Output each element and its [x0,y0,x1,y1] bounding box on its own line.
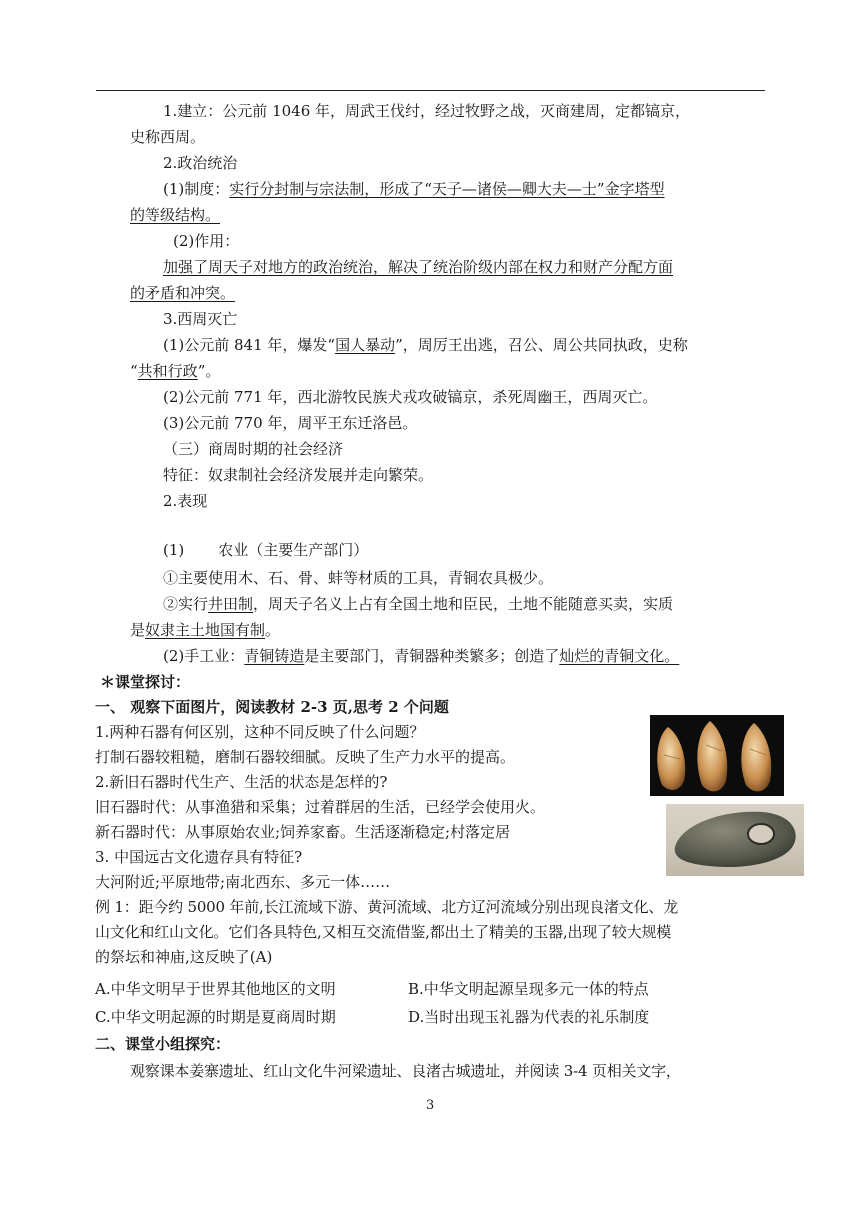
text-line: 特征：奴隶制社会经济发展并走向繁荣。 [163,466,434,484]
example-text: 的祭坛和神庙,这反映了(A) [95,948,273,966]
section-heading: 2.政治统治 [163,154,238,172]
text-span: (1)制度： [163,180,230,198]
text-line: (2)公元前 771 年，西北游牧民族犬戎攻破镐京，杀死周幽王，西周灭亡。 [163,388,658,406]
text-span: (2)手工业： [163,647,245,665]
answer-text: 旧石器时代：从事渔猎和采集；过着群居的生活，已经学会使用火。 [95,798,546,816]
text-line [130,202,220,228]
text-line: ①主要使用木、石、骨、蚌等材质的工具，青铜农具极少。 [163,569,554,587]
example-text: 山文化和红山文化。它们各具特色,又相互交流借鉴,都出土了精美的玉器,出现了较大规模 [95,923,672,941]
choice-a: A.中华文明早于世界其他地区的文明 [95,980,336,998]
section-heading: 3.西周灭亡 [163,310,238,328]
question-text: 2.新旧石器时代生产、生活的状态是怎样的? [95,773,388,791]
underlined-text: 灿烂的青铜文化。 [559,647,680,665]
answer-text: 大河附近;平原地带;南北西东、多元一体…… [95,873,391,891]
text-line: 史称西周。 [130,128,206,146]
section-heading: 二、课堂小组探究： [95,1035,231,1053]
underlined-text: 国人暴动 [335,336,396,354]
text-line: (3)公元前 770 年，周平王东迁洛邑。 [163,414,418,432]
text-span: “ [130,362,138,380]
text-span: (1) [163,541,185,559]
underlined-text: 的矛盾和冲突。 [130,284,236,302]
text-span: 是主要部门，青铜器种类繁多；创造了 [304,647,560,665]
text-line: 1.建立：公元前 1046 年，周武王伐纣，经过牧野之战，灭商建周，定都镐京， [163,102,691,120]
text-line [130,280,235,306]
example-text: 例 1：距今约 5000 年前,长江流域下游、黄河流域、北方辽河流域分别出现良渚文化、龙 [95,898,678,916]
text-span: ，周天子名义上占有全国土地和臣民，土地不能随意买卖，实质 [253,595,674,613]
text-line: 观察课本姜寨遗址、红山文化牛河梁遗址、良渚古城遗址，并阅读 3-4 页相关文字， [130,1062,681,1080]
underlined-text: 奴隶主土地国有制 [145,621,266,639]
text-line [130,358,220,384]
underlined-text: 井田制 [208,595,254,613]
page-number: 3 [426,1098,435,1113]
question-text: 3. 中国远古文化遗存具有特征? [95,848,303,866]
section-heading: 一、 观察下面图片，阅读教材 2-3 页,思考 2 个问题 [95,698,449,716]
text-line [163,176,665,202]
question-text: 1.两种石器有何区别，这种不同反映了什么问题？ [95,723,425,741]
underlined-text: 青铜铸造 [244,647,305,665]
text-line [163,537,368,563]
text-line [163,332,688,358]
choice-c: C.中华文明起源的时期是夏商周时期 [95,1008,336,1026]
text-line [130,617,280,643]
section-heading: 2.表现 [163,492,208,510]
text-span: ”。 [197,362,221,380]
underlined-text: 加强了周天子对地方的政治统治，解决了统治阶级内部在权力和财产分配方面 [163,258,674,276]
answer-text: 打制石器较粗糙，磨制石器较细腻。反映了生产力水平的提高。 [95,748,516,766]
underlined-text: 共和行政 [137,362,198,380]
text-span: ”，周厉王出逃，召公、周公共同执政，史称 [395,336,688,354]
text-span: 是 [130,621,146,639]
choice-b: B.中华文明起源呈现多元一体的特点 [408,980,649,998]
text-line: (2)作用： [173,232,240,250]
text-line [163,591,673,617]
choice-d: D.当时出现玉礼器为代表的礼乐制度 [408,1008,650,1026]
text-span: (1)公元前 841 年，爆发“ [163,336,336,354]
text-span: 农业（主要生产部门） [218,541,369,559]
text-line [163,254,673,280]
text-line [163,643,679,669]
text-span: 。 [265,621,281,639]
section-heading: （三）商周时期的社会经济 [163,440,344,458]
polished-stone-photo [666,804,804,876]
stone-tools-photo [650,715,784,796]
header-rule [96,90,765,91]
text-span: ②实行 [163,595,209,613]
underlined-text: 实行分封制与宗法制，形成了“天子—诸侯—卿大夫—士”金字塔型 [229,180,665,198]
answer-text: 新石器时代：从事原始农业;饲养家畜。生活逐渐稳定;村落定居 [95,823,511,841]
section-heading: ＊课堂探讨： [100,673,191,691]
underlined-text: 的等级结构。 [130,206,221,224]
